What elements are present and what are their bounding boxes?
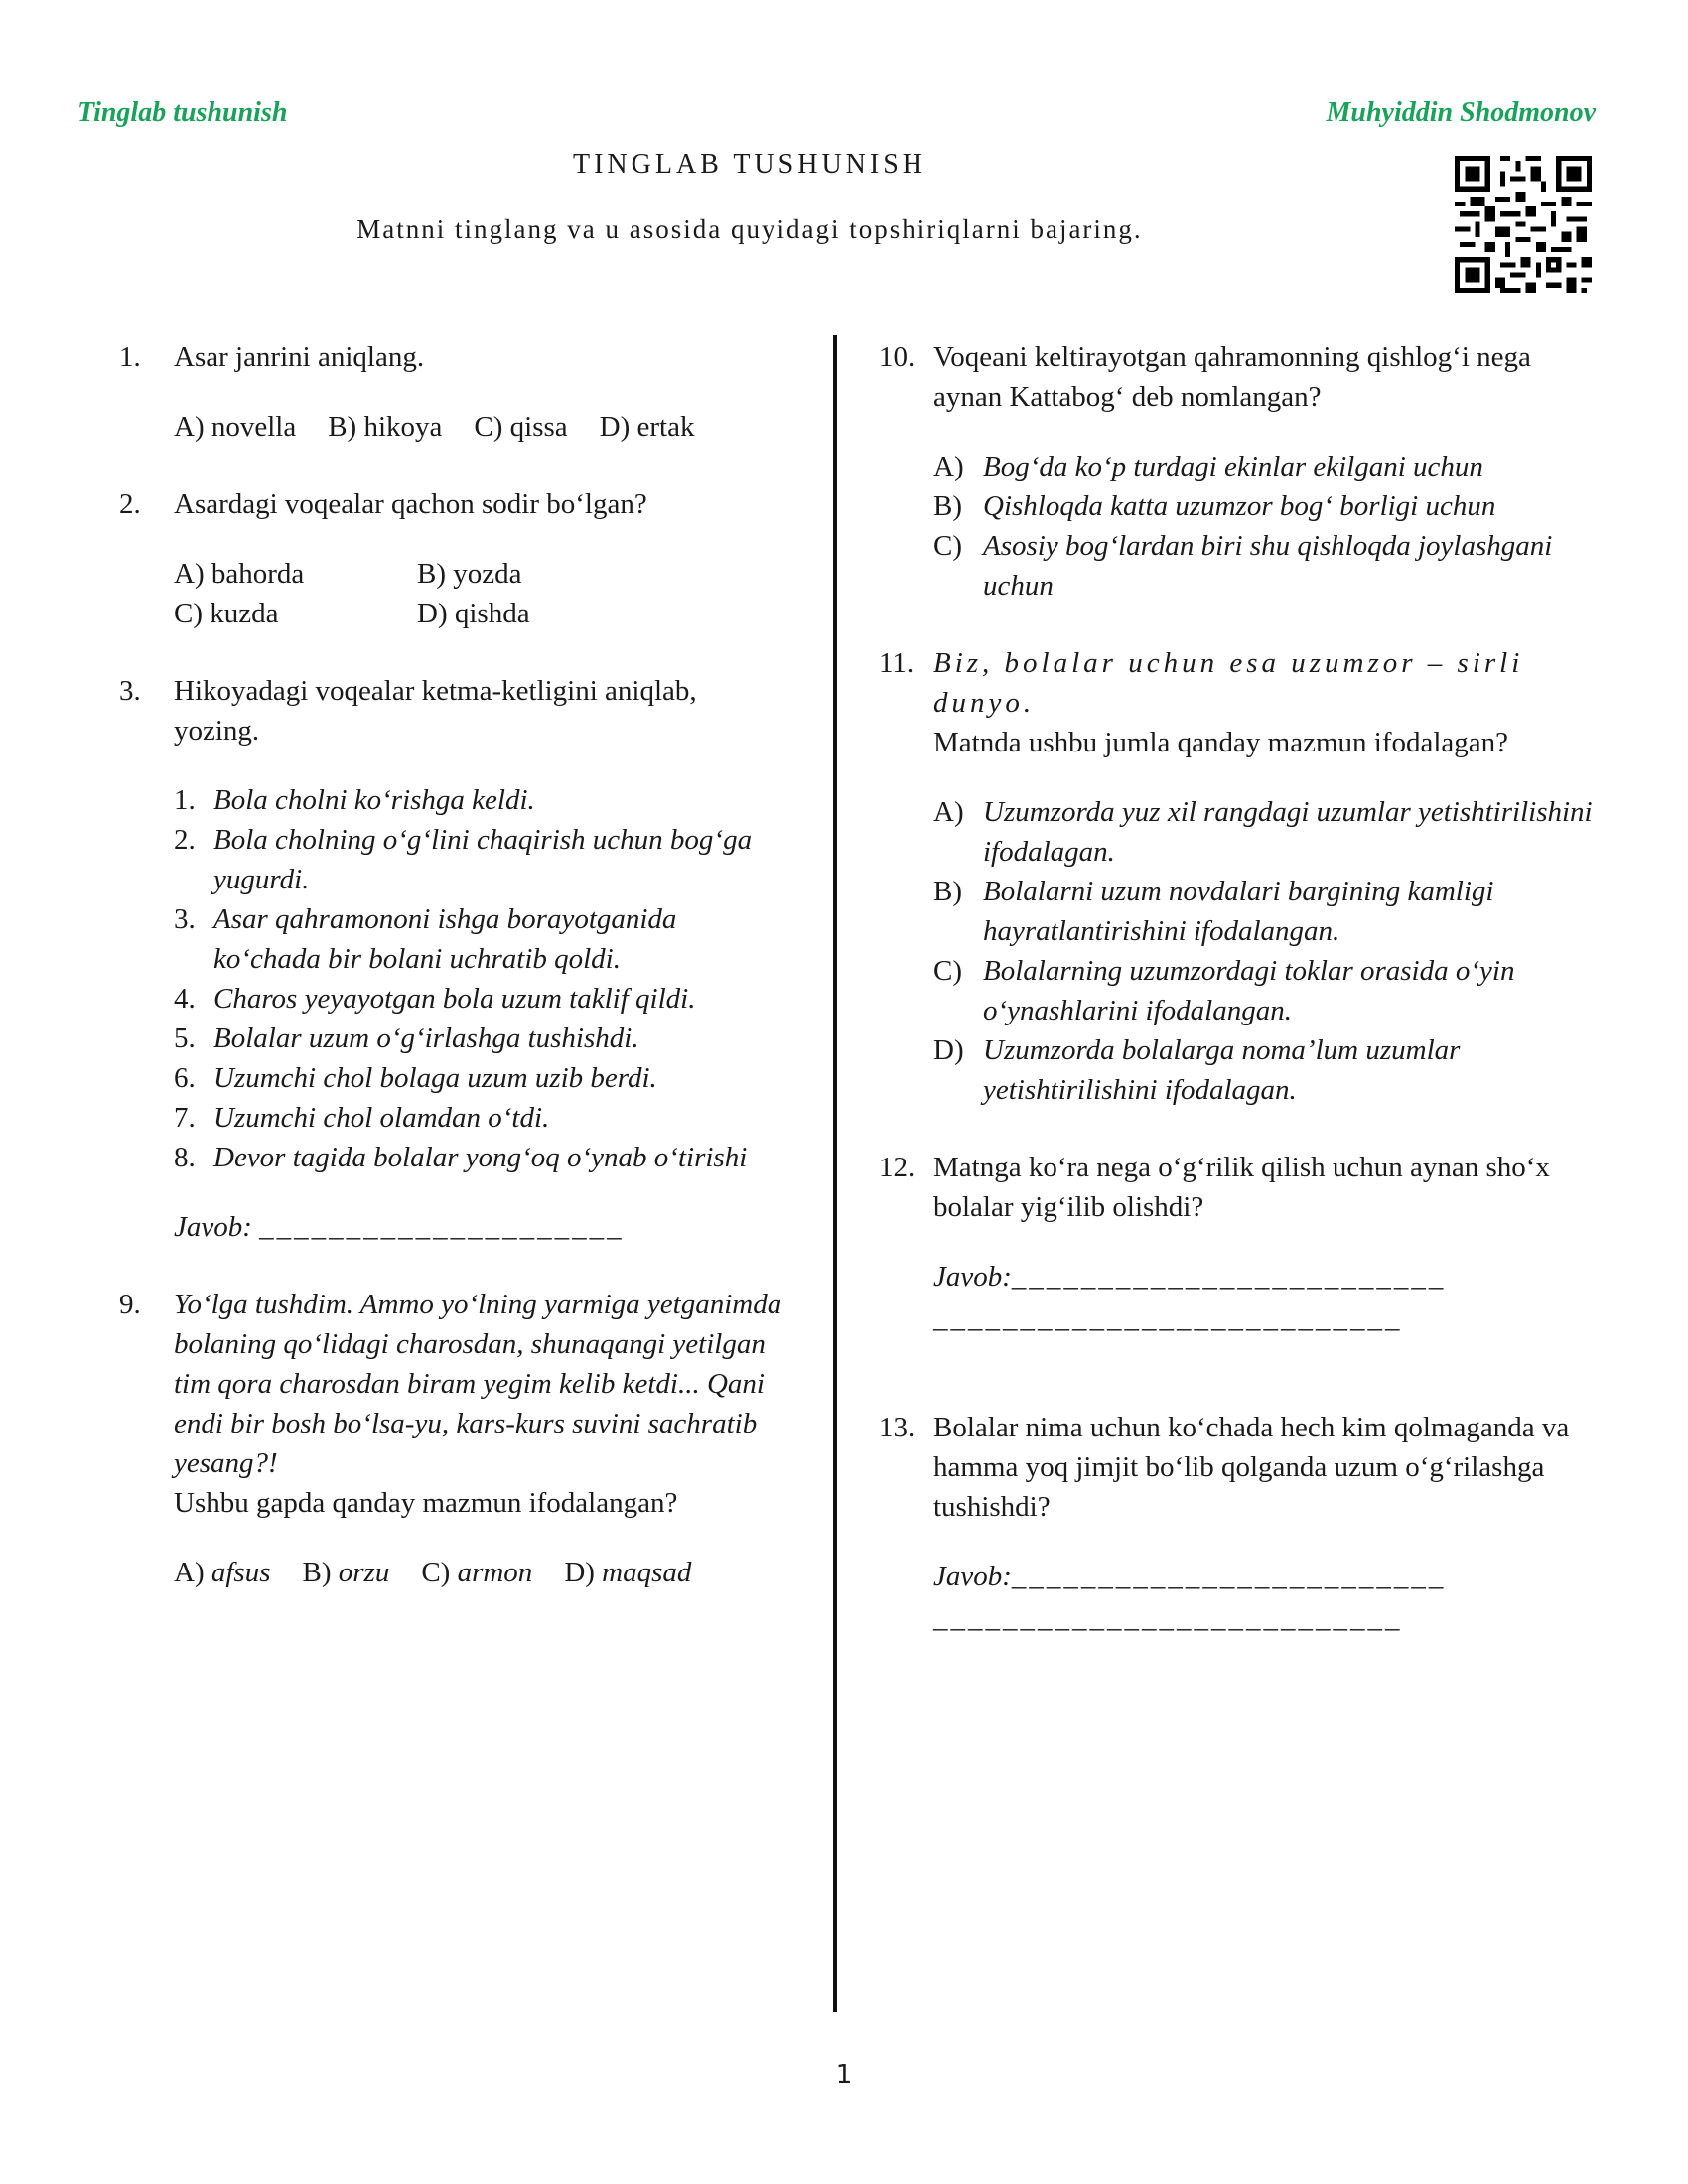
option-value: Asosiy bog‘lardan biri shu qishloqda joylashgani uchun [983, 530, 1553, 602]
list-item [174, 1019, 784, 1058]
question-13 [879, 1408, 1594, 1638]
list-text: Bola cholni ko‘rishga keldi. [213, 784, 535, 816]
question-text: Asardagi voqealar qachon sodir bo‘lgan? [174, 488, 647, 520]
option-value: Bog‘da ko‘p turdagi ekinlar ekilgani uchun [983, 451, 1483, 482]
column-divider [833, 335, 837, 2012]
option-value: orzu [338, 1557, 390, 1588]
list-text: Bolalar uzum o‘g‘irlashga tushishdi. [213, 1023, 639, 1054]
question-text: Matnga ko‘ra nega o‘g‘rilik qilish uchun aynan sho‘x bolalar yig‘ilib olishdi? [933, 1152, 1550, 1223]
option-label: B) [933, 490, 962, 522]
option-a[interactable]: A) novella [174, 411, 297, 443]
page-subtitle: Matnni tinglang va u asosida quyidagi topshiriqlarni bajaring. [356, 214, 1143, 244]
option-d[interactable]: D) qishda [417, 598, 530, 629]
list-text: Asar qahramononi ishga borayotganida ko‘chada bir bolani uchratib qoldi. [213, 903, 677, 975]
answer-field[interactable] [933, 1257, 1594, 1297]
option-label: C) [933, 530, 962, 562]
option-c[interactable]: C) kuzda [174, 598, 279, 629]
list-text: Devor tagida bolalar yong‘oq o‘ynab o‘tirishi [213, 1142, 748, 1173]
option-label: B) [302, 1557, 332, 1588]
option-value: armon [457, 1557, 533, 1588]
answer-line[interactable]: _________________________ [1011, 1261, 1447, 1293]
header-left-title: Tinglab tushunish [77, 97, 288, 128]
answer-options [174, 1553, 784, 1592]
option-a[interactable] [933, 792, 1594, 872]
question-9 [119, 1285, 784, 1592]
question-text: Matnda ushbu jumla qanday mazmun ifodalagan? [933, 727, 1509, 758]
header-author: Muhyiddin Shodmonov [1326, 97, 1596, 128]
list-number: 8. [174, 1142, 196, 1173]
question-number: 9. [119, 1289, 141, 1320]
option-value: Uzumzorda yuz xil rangdagi uzumlar yetishtirilishini ifodalagan. [983, 796, 1593, 868]
page-number: 1 [835, 2060, 853, 2090]
answer-line[interactable]: ___________________________ [933, 1602, 1403, 1634]
question-text: Voqeani keltirayotgan qahramonning qishlog‘i nega aynan Kattabog‘ deb nomlangan? [933, 341, 1531, 413]
answer-line[interactable]: _________________________ [1011, 1561, 1447, 1592]
list-item [174, 899, 784, 979]
option-d[interactable] [933, 1030, 1594, 1110]
option-label: A) [933, 796, 964, 828]
option-label: C) [933, 955, 962, 987]
question-11 [879, 643, 1594, 1110]
option-b[interactable]: B) hikoya [328, 411, 443, 443]
option-a[interactable]: A) bahorda [174, 558, 305, 590]
option-b[interactable]: B) yozda [417, 558, 522, 590]
list-text: Uzumchi chol bolaga uzum uzib berdi. [213, 1062, 657, 1094]
qr-code-icon [1450, 151, 1597, 298]
option-b[interactable] [933, 486, 1594, 526]
option-a[interactable] [933, 447, 1594, 486]
question-10 [879, 338, 1594, 606]
option-value: Uzumzorda bolalarga noma’lum uzumlar yetishtirilishini ifodalagan. [983, 1034, 1461, 1106]
question-number: 13. [879, 1412, 915, 1443]
page-title: TINGLAB TUSHUNISH [572, 149, 927, 180]
option-value: Bolalarning uzumzordagi toklar orasida o‘yin o‘ynashlarini ifodalangan. [983, 955, 1515, 1026]
option-value: Qishloqda katta uzumzor bog‘ borligi uchun [983, 490, 1496, 522]
answer-label: Javob: [933, 1561, 1012, 1592]
list-item [174, 780, 784, 820]
list-item [174, 1138, 784, 1177]
question-number: 3. [119, 675, 141, 707]
list-text: Bola cholning o‘g‘lini chaqirish uchun bog‘ga yugurdi. [213, 824, 753, 895]
list-number: 6. [174, 1062, 196, 1094]
option-value: afsus [211, 1557, 271, 1588]
list-item [174, 1098, 784, 1138]
answer-options [174, 407, 784, 447]
list-text: Uzumchi chol olamdan o‘tdi. [213, 1102, 550, 1134]
option-label: A) [174, 1557, 205, 1588]
question-number: 2. [119, 488, 141, 520]
option-label: B) [933, 876, 962, 907]
question-3 [119, 671, 784, 1247]
option-d[interactable]: D) ertak [599, 411, 695, 443]
question-12 [879, 1148, 1594, 1338]
question-text: Hikoyadagi voqealar ketma-ketligini aniqlab, yozing. [174, 675, 697, 747]
answer-field[interactable] [174, 1207, 784, 1247]
option-label: C) [421, 1557, 451, 1588]
question-text: Asar janrini aniqlang. [174, 341, 425, 373]
left-column [119, 338, 784, 1630]
answer-options [933, 792, 1594, 1110]
answer-line[interactable]: ___________________________ [933, 1302, 1403, 1334]
list-number: 1. [174, 784, 196, 816]
question-number: 1. [119, 341, 141, 373]
option-a[interactable] [174, 1553, 271, 1592]
option-c[interactable]: C) qissa [474, 411, 568, 443]
option-label: D) [564, 1557, 595, 1588]
question-number: 12. [879, 1152, 915, 1183]
question-text: Bolalar nima uchun ko‘chada hech kim qolmaganda va hamma yoq jimjit bo‘lib qolganda uzum o‘g‘rilashga tushishdi? [933, 1412, 1570, 1523]
event-list [174, 780, 784, 1177]
question-2 [119, 484, 784, 633]
option-c[interactable] [933, 951, 1594, 1030]
list-number: 7. [174, 1102, 196, 1134]
answer-line[interactable]: _____________________ [259, 1211, 625, 1243]
question-number: 10. [879, 341, 915, 373]
list-number: 2. [174, 824, 196, 856]
list-number: 5. [174, 1023, 196, 1054]
question-quote: Yo‘lga tushdim. Ammo yo‘lning yarmiga yetganimda bolaning qo‘lidagi charosdan, shunaqangi yetilgan tim qora charosdan biram yegim kelib ketdi... Qani endi bir bosh bo‘lsa-yu, kars-kurs suvini sachratib yesang?! [174, 1289, 782, 1479]
right-column [879, 338, 1594, 1676]
option-b[interactable] [303, 1553, 390, 1592]
list-number: 3. [174, 903, 196, 935]
question-number: 11. [879, 647, 914, 679]
list-item [174, 820, 784, 899]
option-value: maqsad [602, 1557, 692, 1588]
option-d[interactable] [564, 1553, 691, 1592]
answer-options [174, 554, 784, 633]
answer-label: Javob: [174, 1211, 252, 1243]
option-c[interactable] [421, 1553, 532, 1592]
list-text: Charos yeyayotgan bola uzum taklif qildi. [213, 983, 696, 1015]
answer-options [933, 447, 1594, 606]
answer-label: Javob: [933, 1261, 1012, 1293]
option-b[interactable] [933, 872, 1594, 951]
list-item [174, 979, 784, 1019]
option-label: A) [933, 451, 964, 482]
question-1 [119, 338, 784, 447]
option-label: D) [933, 1034, 964, 1066]
question-text: Ushbu gapda qanday mazmun ifodalangan? [174, 1487, 678, 1519]
list-item [174, 1058, 784, 1098]
option-c[interactable] [933, 526, 1594, 606]
list-number: 4. [174, 983, 196, 1015]
question-quote: Biz, bolalar uchun esa uzumzor – sirli dunyo. [933, 647, 1524, 719]
answer-field[interactable] [933, 1557, 1594, 1596]
option-value: Bolalarni uzum novdalari bargining kamligi hayratlantirishini ifodalangan. [983, 876, 1494, 947]
